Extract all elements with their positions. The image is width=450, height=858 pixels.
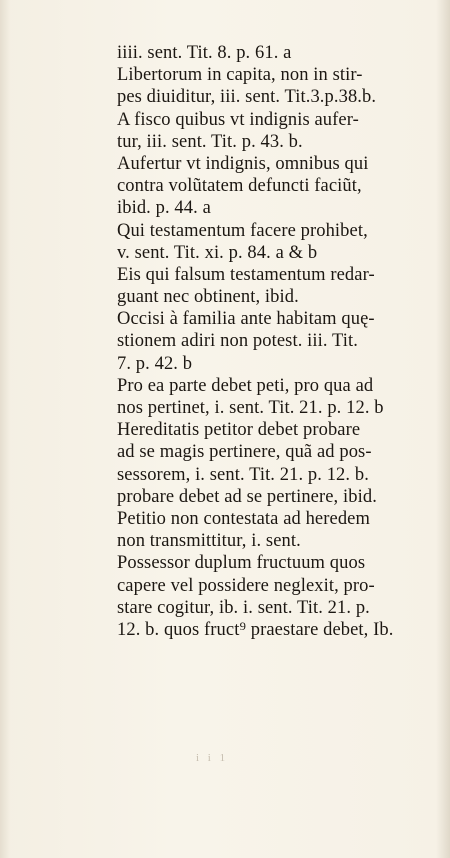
gutter-shadow <box>0 0 10 858</box>
text-line: Eis qui falsum testamentum redar- <box>117 264 375 285</box>
text-line: Hereditatis petitor debet probare <box>117 420 361 441</box>
text-line: Occisi à familia ante habitam quę- <box>117 309 375 330</box>
text-line: capere vel possidere neglexit, pro- <box>117 575 375 596</box>
text-line: v. sent. Tit. xi. p. 84. a & b <box>117 242 318 263</box>
text-line: stionem adiri non potest. iii. Tit. <box>117 331 358 352</box>
text-line: A fisco quibus vt indignis aufer- <box>117 109 359 130</box>
text-line: Possessor duplum fructuum quos <box>117 553 366 574</box>
text-line: Aufertur vt indignis, omnibus qui <box>117 153 369 174</box>
text-line: ad se magis pertinere, quã ad pos- <box>117 442 372 463</box>
text-line: non transmittitur, i. sent. <box>117 531 301 552</box>
text-line: Libertorum in capita, non in stir- <box>117 65 363 86</box>
text-line: ibid. p. 44. a <box>117 198 211 219</box>
text-line: Pro ea parte debet peti, pro qua ad <box>117 375 374 396</box>
text-line: Qui testamentum facere prohibet, <box>117 220 368 241</box>
faint-footer-mark: i i 1 <box>196 752 229 764</box>
text-line: iiii. sent. Tit. 8. p. 61. a <box>117 43 292 63</box>
text-line: 7. p. 42. b <box>117 353 193 374</box>
text-line: stare cogitur, ib. i. sent. Tit. 21. p. <box>117 597 370 618</box>
text-line: probare debet ad se pertinere, ibid. <box>117 486 377 507</box>
text-line: Petitio non contestata ad heredem <box>117 508 370 529</box>
text-line: 12. b. quos fruct⁹ praestare debet, Ib. <box>117 619 394 640</box>
text-line: tur, iii. sent. Tit. p. 43. b. <box>117 131 303 152</box>
text-line: guant nec obtinent, ibid. <box>117 287 299 308</box>
text-line: pes diuiditur, iii. sent. Tit.3.p.38.b. <box>117 87 377 108</box>
index-text-block <box>117 42 439 641</box>
text-line: sessorem, i. sent. Tit. 21. p. 12. b. <box>117 464 369 485</box>
text-line: nos pertinet, i. sent. Tit. 21. p. 12. b <box>117 398 384 418</box>
text-line: contra volũtatem defuncti faciũt, <box>117 176 362 197</box>
